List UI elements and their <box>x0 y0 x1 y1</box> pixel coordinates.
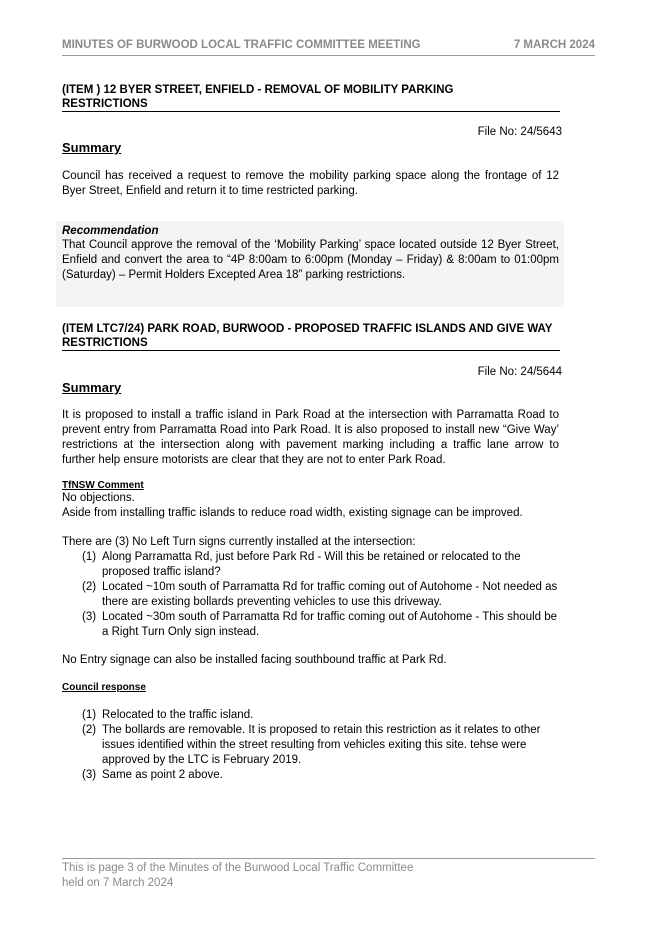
item2-title: (ITEM LTC7/24) PARK ROAD, BURWOOD - PROPOSED TRAFFIC ISLANDS AND GIVE WAY RESTRICTIONS <box>62 323 553 349</box>
list-item <box>82 723 560 768</box>
signs-intro: There are (3) No Left Turn signs currently installed at the intersection: <box>62 536 416 548</box>
item2-summary-text: It is proposed to install a traffic island in Park Road at the intersection with Parramatta Road to prevent entry from Parramatta Road into Park Road. It is also proposed to install new “Give Way’ restrictions at the intersection along with pavement marking including a traffic lane arrow to further help ensure motorists are clear that they are not to enter Park Road. <box>62 409 559 466</box>
page-footer <box>62 861 482 891</box>
header-title: MINUTES OF BURWOOD LOCAL TRAFFIC COMMITTEE MEETING <box>62 39 421 51</box>
list-item-text: Same as point 2 above. <box>102 769 223 781</box>
item1-summary-heading: Summary <box>62 140 122 155</box>
council-response-list <box>82 708 560 783</box>
list-item-number: (2) <box>82 581 97 593</box>
list-item-text: The bollards are removable. It is proposed to retain this restriction as it relates to other issues identified within the street resulting from vehicles exiting this site. tehse were approved by the LTC is February 2019. <box>102 724 541 766</box>
list-item-text: Relocated to the traffic island. <box>102 709 254 721</box>
no-entry-text: No Entry signage can also be installed facing southbound traffic at Park Rd. <box>62 654 447 666</box>
recommendation-text: That Council approve the removal of the ‘Mobility Parking’ space located outside 12 Byer Street, Enfield and convert the area to “4P 8:00am to 6:00pm (Monday – Friday) & 8:00am to 01:00pm (Saturday) – Permit Holders Excepted Area 18” parking restrictions. <box>62 239 559 281</box>
item1-summary-text: Council has received a request to remove the mobility parking space along the frontage of 12 Byer Street, Enfield and return it to time restricted parking. <box>62 170 559 197</box>
list-item-number: (3) <box>82 611 97 623</box>
footer-line2: held on 7 March 2024 <box>62 877 174 889</box>
header-date: 7 MARCH 2024 <box>513 39 595 51</box>
item1-divider <box>62 111 560 112</box>
item2-file-number: File No: 24/5644 <box>477 366 562 378</box>
header-divider <box>62 55 595 56</box>
item1-file-number: File No: 24/5643 <box>477 126 562 138</box>
council-response-heading: Council response <box>62 682 146 693</box>
tfnsw-comment-line2: Aside from installing traffic islands to reduce road width, existing signage can be improved. <box>62 507 523 519</box>
footer-divider <box>62 858 595 859</box>
list-item-text: Located ~10m south of Parramatta Rd for traffic coming out of Autohome - Not needed as there are existing bollards preventing vehicles to use this driveway. <box>102 581 558 608</box>
item2-divider <box>62 350 560 351</box>
list-item-number: (1) <box>82 709 97 721</box>
list-item <box>82 580 560 610</box>
running-header <box>62 39 595 55</box>
recommendation-heading: Recommendation <box>62 225 159 237</box>
list-item <box>82 550 560 580</box>
list-item-text: Located ~30m south of Parramatta Rd for traffic coming out of Autohome - This should be a Right Turn Only sign instead. <box>102 611 558 638</box>
item1-title: (ITEM ) 12 BYER STREET, ENFIELD - REMOVAL OF MOBILITY PARKING RESTRICTIONS <box>62 84 454 110</box>
tfnsw-comment-heading: TfNSW Comment <box>62 480 144 491</box>
signs-list <box>82 550 560 640</box>
item2-summary-heading: Summary <box>62 380 122 395</box>
tfnsw-comment-line1: No objections. <box>62 492 135 504</box>
list-item-number: (2) <box>82 724 97 736</box>
list-item-text: Along Parramatta Rd, just before Park Rd - Will this be retained or relocated to the proposed traffic island? <box>102 551 521 578</box>
footer-line1: This is page 3 of the Minutes of the Burwood Local Traffic Committee <box>62 862 414 874</box>
list-item <box>82 610 560 640</box>
list-item <box>82 768 560 783</box>
list-item-number: (3) <box>82 769 97 781</box>
list-item <box>82 708 560 723</box>
list-item-number: (1) <box>82 551 97 563</box>
